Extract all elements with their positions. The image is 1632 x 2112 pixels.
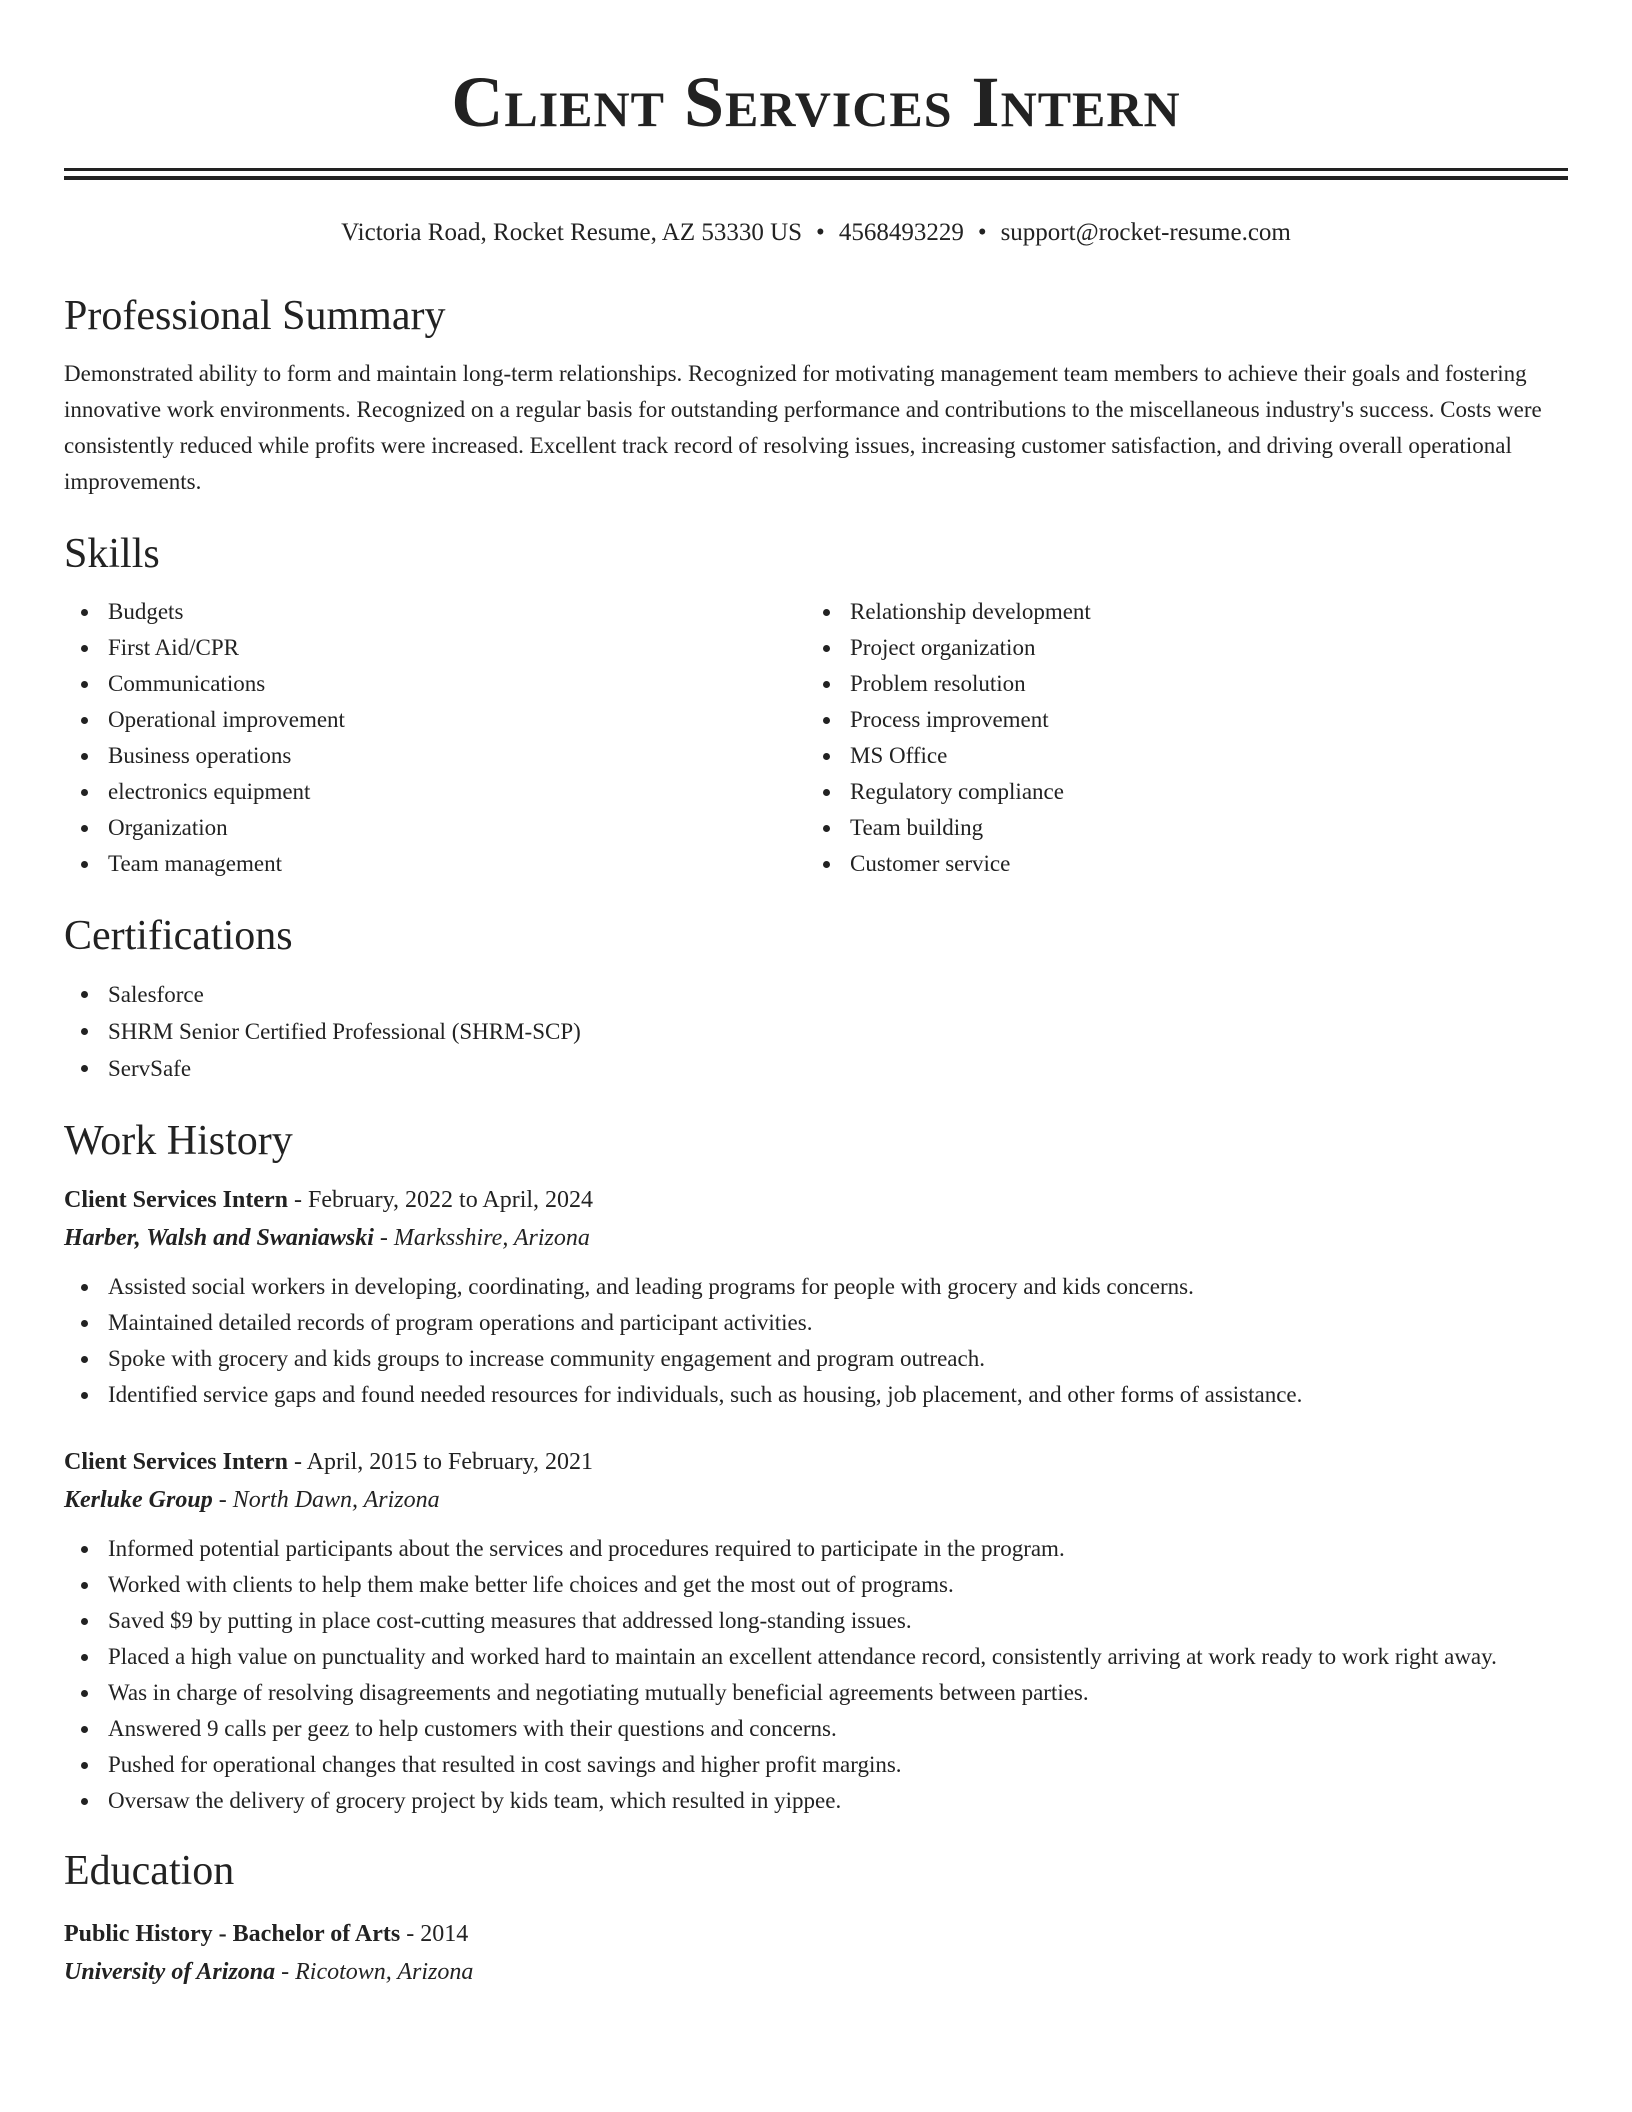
skills-list-right xyxy=(806,594,1548,882)
skill-item: Relationship development xyxy=(850,594,1548,630)
job-bullet: Pushed for operational changes that resulted in cost savings and higher profit margins. xyxy=(108,1747,1568,1783)
certifications-list xyxy=(64,976,1568,1087)
title-rule-bottom xyxy=(64,176,1568,180)
skill-item: Organization xyxy=(108,810,806,846)
contact-address: Victoria Road, Rocket Resume, AZ 53330 US xyxy=(341,219,803,246)
summary-heading: Professional Summary xyxy=(64,293,446,339)
job-company-line xyxy=(64,1219,1568,1257)
certifications-heading: Certifications xyxy=(64,913,293,959)
contact-separator: • xyxy=(977,219,987,246)
skill-item: Team building xyxy=(850,810,1548,846)
certification-item: ServSafe xyxy=(108,1050,1568,1087)
skill-item: Process improvement xyxy=(850,702,1548,738)
skills-column-right xyxy=(806,594,1548,882)
job-location: Marksshire, Arizona xyxy=(393,1225,590,1251)
skill-item: Problem resolution xyxy=(850,666,1548,702)
job-company: Kerluke Group xyxy=(64,1487,213,1513)
education-heading: Education xyxy=(64,1848,235,1894)
job-dash: - xyxy=(287,1449,307,1475)
job-bullet: Was in charge of resolving disagreements and negotiating mutually beneficial agreements between parties. xyxy=(108,1675,1568,1711)
contact-line xyxy=(64,216,1568,250)
skill-item: Budgets xyxy=(108,594,806,630)
skill-item: Team management xyxy=(108,846,806,882)
job-role: Client Services Intern xyxy=(64,1449,288,1475)
skill-item: Operational improvement xyxy=(108,702,806,738)
skill-item: First Aid/CPR xyxy=(108,630,806,666)
job-company-line xyxy=(64,1481,1568,1519)
skill-item: Project organization xyxy=(850,630,1548,666)
job-bullet: Informed potential participants about the services and procedures required to participate in the program. xyxy=(108,1531,1568,1567)
job-bullet: Worked with clients to help them make better life choices and get the most out of programs. xyxy=(108,1567,1568,1603)
job-bullets xyxy=(64,1531,1568,1819)
job-bullet: Identified service gaps and found needed resources for individuals, such as housing, job placement, and other forms of assistance. xyxy=(108,1377,1568,1413)
job-bullet: Saved $9 by putting in place cost-cutting measures that addressed long-standing issues. xyxy=(108,1603,1568,1639)
job-header xyxy=(64,1181,1568,1219)
skill-item: electronics equipment xyxy=(108,774,806,810)
contact-email: support@rocket-resume.com xyxy=(1000,219,1291,246)
skills-heading: Skills xyxy=(64,531,160,577)
education-year: 2014 xyxy=(420,1921,469,1947)
education-dash: - xyxy=(275,1959,296,1985)
certification-item: SHRM Senior Certified Professional (SHRM-SCP) xyxy=(108,1013,1568,1050)
job-header xyxy=(64,1443,1568,1481)
education-school-line xyxy=(64,1953,1568,1991)
contact-phone: 4568493229 xyxy=(838,219,964,246)
resume-title: Client Services Intern xyxy=(451,62,1181,142)
title-rule-top xyxy=(64,168,1568,171)
education-header xyxy=(64,1915,1568,1953)
job-dash: - xyxy=(287,1187,308,1213)
job-bullet: Spoke with grocery and kids groups to increase community engagement and program outreach. xyxy=(108,1341,1568,1377)
skill-item: Regulatory compliance xyxy=(850,774,1548,810)
job-location: North Dawn, Arizona xyxy=(232,1487,440,1513)
skill-item: Communications xyxy=(108,666,806,702)
certification-item: Salesforce xyxy=(108,976,1568,1013)
job-dates: April, 2015 to February, 2021 xyxy=(306,1449,594,1475)
resume-page xyxy=(64,0,1568,1991)
skill-item: MS Office xyxy=(850,738,1548,774)
job-entry xyxy=(64,1181,1568,1413)
skill-item: Customer service xyxy=(850,846,1548,882)
job-dash: - xyxy=(212,1487,233,1513)
skill-item: Business operations xyxy=(108,738,806,774)
job-dash: - xyxy=(373,1225,394,1251)
job-role: Client Services Intern xyxy=(64,1187,288,1213)
skills-columns xyxy=(64,594,1568,882)
education-school: University of Arizona xyxy=(64,1959,276,1985)
work-history-heading: Work History xyxy=(64,1118,293,1164)
job-bullet: Oversaw the delivery of grocery project by kids team, which resulted in yippee. xyxy=(108,1783,1568,1819)
job-bullets xyxy=(64,1269,1568,1413)
job-bullet: Assisted social workers in developing, coordinating, and leading programs for people with grocery and kids concerns. xyxy=(108,1269,1568,1305)
job-bullet: Answered 9 calls per geez to help customers with their questions and concerns. xyxy=(108,1711,1568,1747)
job-bullet: Maintained detailed records of program operations and participant activities. xyxy=(108,1305,1568,1341)
job-bullet: Placed a high value on punctuality and worked hard to maintain an excellent attendance record, consistently arriving at work ready to work right away. xyxy=(108,1639,1568,1675)
skills-list-left xyxy=(64,594,806,882)
education-location: Ricotown, Arizona xyxy=(295,1959,474,1985)
job-entry xyxy=(64,1443,1568,1819)
job-company: Harber, Walsh and Swaniawski xyxy=(64,1225,374,1251)
education-degree: Public History - Bachelor of Arts xyxy=(64,1921,401,1947)
skills-column-left xyxy=(64,594,806,882)
contact-separator: • xyxy=(816,219,825,246)
summary-text: Demonstrated ability to form and maintain long-term relationships. Recognized for motivating management team members to achieve their goals and fostering innovative work environments. Recognized on a regular basis for outstanding performance and contributions to the miscellaneous industry's success. Costs were consistently reduced while profits were increased. Excellent track record of resolving issues, increasing customer satisfaction, and driving overall operational improvements. xyxy=(64,361,1542,494)
job-dates: February, 2022 to April, 2024 xyxy=(307,1187,594,1213)
education-dash: - xyxy=(400,1921,421,1947)
